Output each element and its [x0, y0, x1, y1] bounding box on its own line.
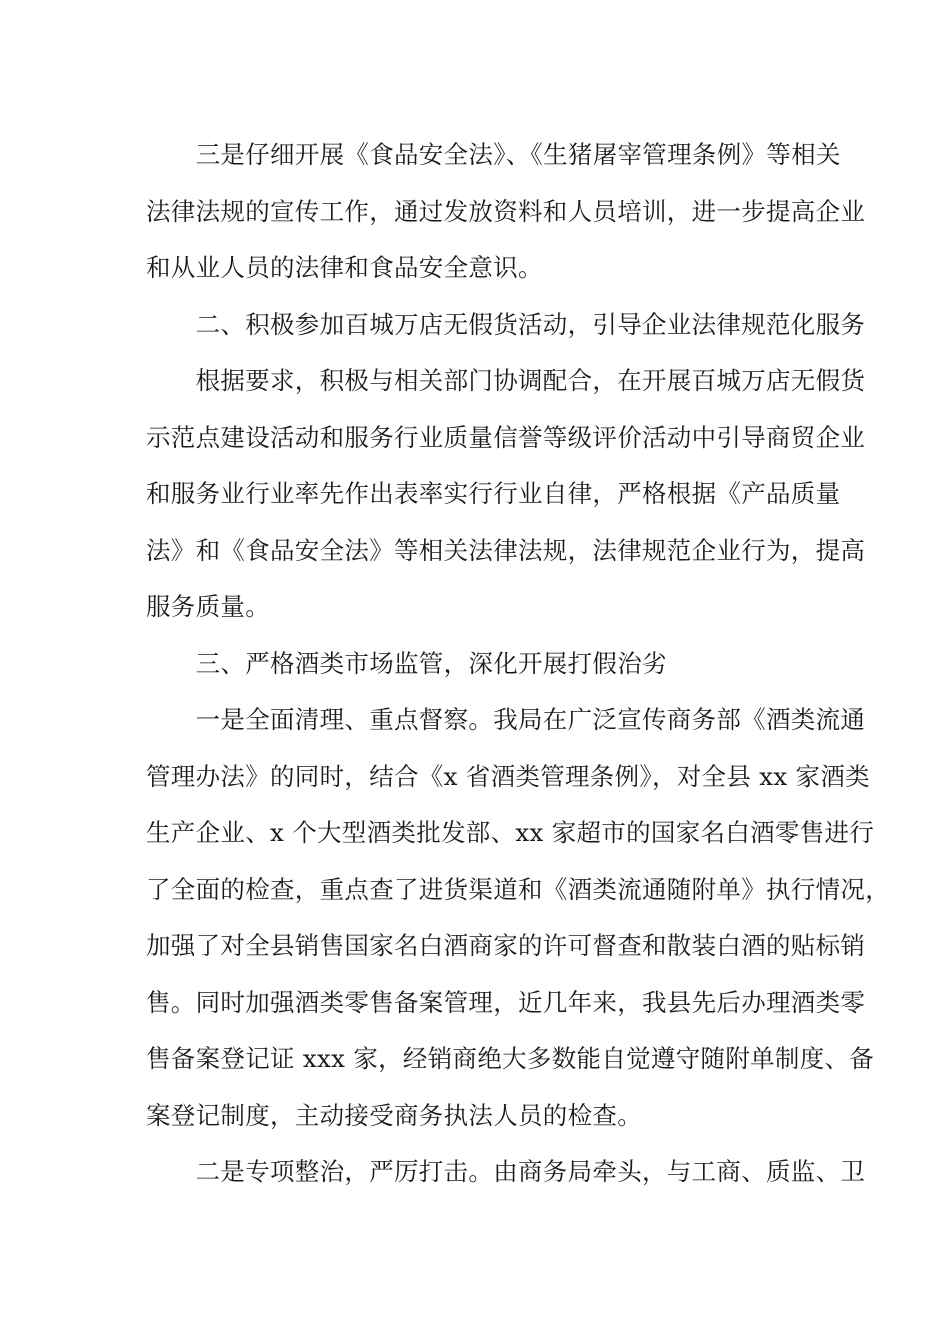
- text-line: 和从业人员的法律和食品安全意识。: [146, 253, 543, 282]
- text-line: 法律法规的宣传工作，通过发放资料和人员培训，进一步提高企业: [146, 196, 866, 226]
- text-line: 了全面的检查，重点查了进货渠道和《酒类流通随附单》执行情况，: [146, 874, 890, 904]
- text-line: 二是专项整治，严厉打击。由商务局牵头，与工商、质监、卫: [146, 1157, 866, 1186]
- text-line: 生产企业、x 个大型酒类批发部、xx 家超市的国家名白酒零售进行: [146, 818, 875, 847]
- text-line: 根据要求，积极与相关部门协调配合，在开展百城万店无假货: [146, 366, 866, 395]
- text-line: 售。同时加强酒类零售备案管理，近几年来，我县先后办理酒类零: [146, 987, 866, 1017]
- text-line: 和服务业行业率先作出表率实行行业自律，严格根据《产品质量: [146, 479, 841, 508]
- text-line: 服务质量。: [146, 592, 270, 621]
- section-heading: 二、积极参加百城万店无假货活动，引导企业法律规范化服务: [146, 309, 866, 339]
- text-line: 管理办法》的同时，结合《x 省酒类管理条例》，对全县 xx 家酒类: [146, 761, 870, 791]
- text-line: 一是全面清理、重点督察。我局在广泛宣传商务部《酒类流通: [146, 705, 866, 734]
- text-line: 案登记制度，主动接受商务执法人员的检查。: [146, 1100, 642, 1130]
- text-line: 售备案登记证 xxx 家，经销商绝大多数能自觉遵守随附单制度、备: [146, 1044, 875, 1073]
- text-line: 示范点建设活动和服务行业质量信誉等级评价活动中引导商贸企业: [146, 422, 866, 452]
- document-body: [146, 127, 890, 1201]
- text-line: 法》和《食品安全法》等相关法律法规，法律规范企业行为，提高: [146, 535, 866, 565]
- section-heading: 三、严格酒类市场监管，深化开展打假治劣: [146, 648, 667, 678]
- text-line: 加强了对全县销售国家名白酒商家的许可督查和散装白酒的贴标销: [146, 931, 866, 960]
- text-line: 三是仔细开展《食品安全法》、《生猪屠宰管理条例》等相关: [146, 140, 841, 169]
